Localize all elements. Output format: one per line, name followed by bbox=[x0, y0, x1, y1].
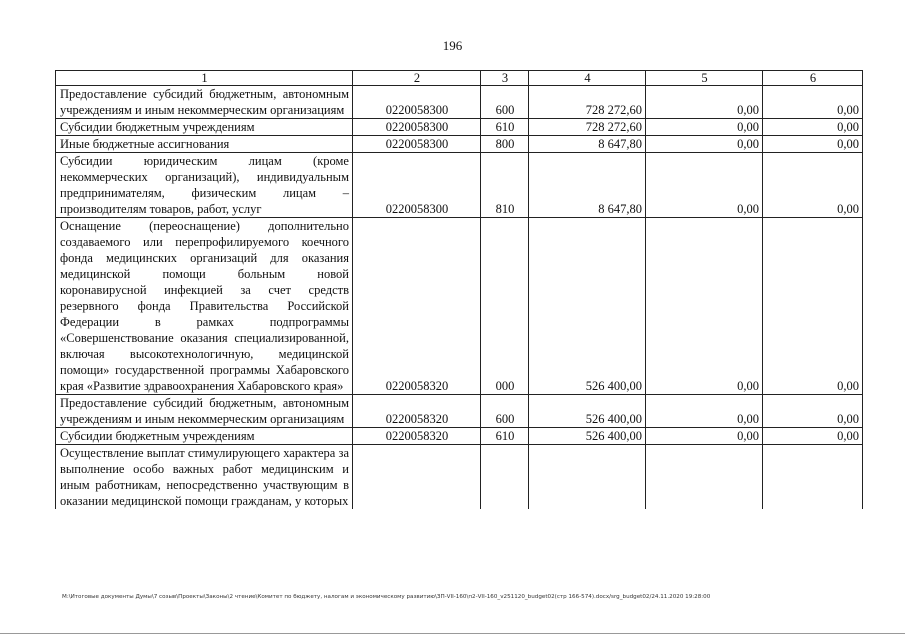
amount-col4: 526 400,00 bbox=[529, 428, 646, 445]
table-row bbox=[56, 136, 863, 153]
amount-col5: 0,00 bbox=[646, 86, 763, 119]
table-row bbox=[56, 153, 863, 218]
column-header: 4 bbox=[529, 71, 646, 86]
table-row bbox=[56, 86, 863, 119]
column-header: 2 bbox=[353, 71, 481, 86]
table-row bbox=[56, 119, 863, 136]
target-code: 0220058300 bbox=[353, 86, 481, 119]
table-row bbox=[56, 445, 863, 510]
column-header: 6 bbox=[763, 71, 863, 86]
amount-col4: 526 400,00 bbox=[529, 218, 646, 395]
table-row bbox=[56, 395, 863, 428]
amount-col4: 728 272,60 bbox=[529, 119, 646, 136]
amount-col5 bbox=[646, 445, 763, 510]
amount-col6: 0,00 bbox=[763, 153, 863, 218]
expense-type: 610 bbox=[481, 119, 529, 136]
row-description: Предоставление субсидий бюджетным, автономным учреждениям и иным некоммерческим организациям bbox=[56, 86, 353, 119]
amount-col5: 0,00 bbox=[646, 119, 763, 136]
target-code: 0220058300 bbox=[353, 153, 481, 218]
page-bottom-divider bbox=[0, 633, 905, 634]
row-description: Осуществление выплат стимулирующего характера за выполнение особо важных работ медицинским и иным работникам, непосредственно участвующим в оказании медицинской помощи гражданам, у которых bbox=[56, 445, 353, 510]
column-header: 3 bbox=[481, 71, 529, 86]
target-code: 0220058320 bbox=[353, 218, 481, 395]
expense-type bbox=[481, 445, 529, 510]
expense-type: 800 bbox=[481, 136, 529, 153]
budget-table bbox=[55, 70, 863, 509]
table-row bbox=[56, 428, 863, 445]
row-description: Предоставление субсидий бюджетным, автономным учреждениям и иным некоммерческим организациям bbox=[56, 395, 353, 428]
amount-col6: 0,00 bbox=[763, 218, 863, 395]
row-description: Субсидии бюджетным учреждениям bbox=[56, 428, 353, 445]
amount-col6: 0,00 bbox=[763, 119, 863, 136]
row-description: Оснащение (переоснащение) дополнительно создаваемого или перепрофилируемого коечного фонда медицинских организаций для оказания медицинской помощи больным новой коронавирусной инфекцией за счет средств резервного фонда Правительства Российской Федерации в рамках подпрограммы «Совершенствование оказания специализированной, включая высокотехнологичную, медицинской помощи» государственной программы Хабаровского края «Развитие здравоохранения Хабаровского края» bbox=[56, 218, 353, 395]
page-number: 196 bbox=[442, 38, 463, 53]
table-row bbox=[56, 218, 863, 395]
expense-type: 000 bbox=[481, 218, 529, 395]
expense-type: 610 bbox=[481, 428, 529, 445]
document-file-path: M:\Итоговые документы Думы\7 созыв\Проекты\Законы\2 чтение\Комитет по бюджету, налогам и экономическому развитию\ЗП-VII-160\п2-VII-160_v251120_budget02(стр 166-574).docx/srg_budget02/24.11.2020 19:28:00 bbox=[62, 594, 711, 600]
amount-col5: 0,00 bbox=[646, 153, 763, 218]
amount-col6: 0,00 bbox=[763, 136, 863, 153]
column-header: 5 bbox=[646, 71, 763, 86]
header-row bbox=[56, 71, 863, 86]
column-header: 1 bbox=[56, 71, 353, 86]
target-code: 0220058320 bbox=[353, 428, 481, 445]
amount-col5: 0,00 bbox=[646, 395, 763, 428]
row-description: Субсидии бюджетным учреждениям bbox=[56, 119, 353, 136]
target-code bbox=[353, 445, 481, 510]
amount-col5: 0,00 bbox=[646, 428, 763, 445]
expense-type: 810 bbox=[481, 153, 529, 218]
amount-col4 bbox=[529, 445, 646, 510]
amount-col4: 8 647,80 bbox=[529, 153, 646, 218]
row-description: Субсидии юридическим лицам (кроме некоммерческих организаций), индивидуальным предпринимателям, физическим лицам – производителям товаров, работ, услуг bbox=[56, 153, 353, 218]
amount-col4: 8 647,80 bbox=[529, 136, 646, 153]
target-code: 0220058300 bbox=[353, 136, 481, 153]
amount-col6: 0,00 bbox=[763, 86, 863, 119]
amount-col4: 526 400,00 bbox=[529, 395, 646, 428]
expense-type: 600 bbox=[481, 86, 529, 119]
amount-col4: 728 272,60 bbox=[529, 86, 646, 119]
amount-col5: 0,00 bbox=[646, 218, 763, 395]
target-code: 0220058300 bbox=[353, 119, 481, 136]
expense-type: 600 bbox=[481, 395, 529, 428]
amount-col6: 0,00 bbox=[763, 428, 863, 445]
target-code: 0220058320 bbox=[353, 395, 481, 428]
amount-col6 bbox=[763, 445, 863, 510]
amount-col6: 0,00 bbox=[763, 395, 863, 428]
row-description: Иные бюджетные ассигнования bbox=[56, 136, 353, 153]
amount-col5: 0,00 bbox=[646, 136, 763, 153]
